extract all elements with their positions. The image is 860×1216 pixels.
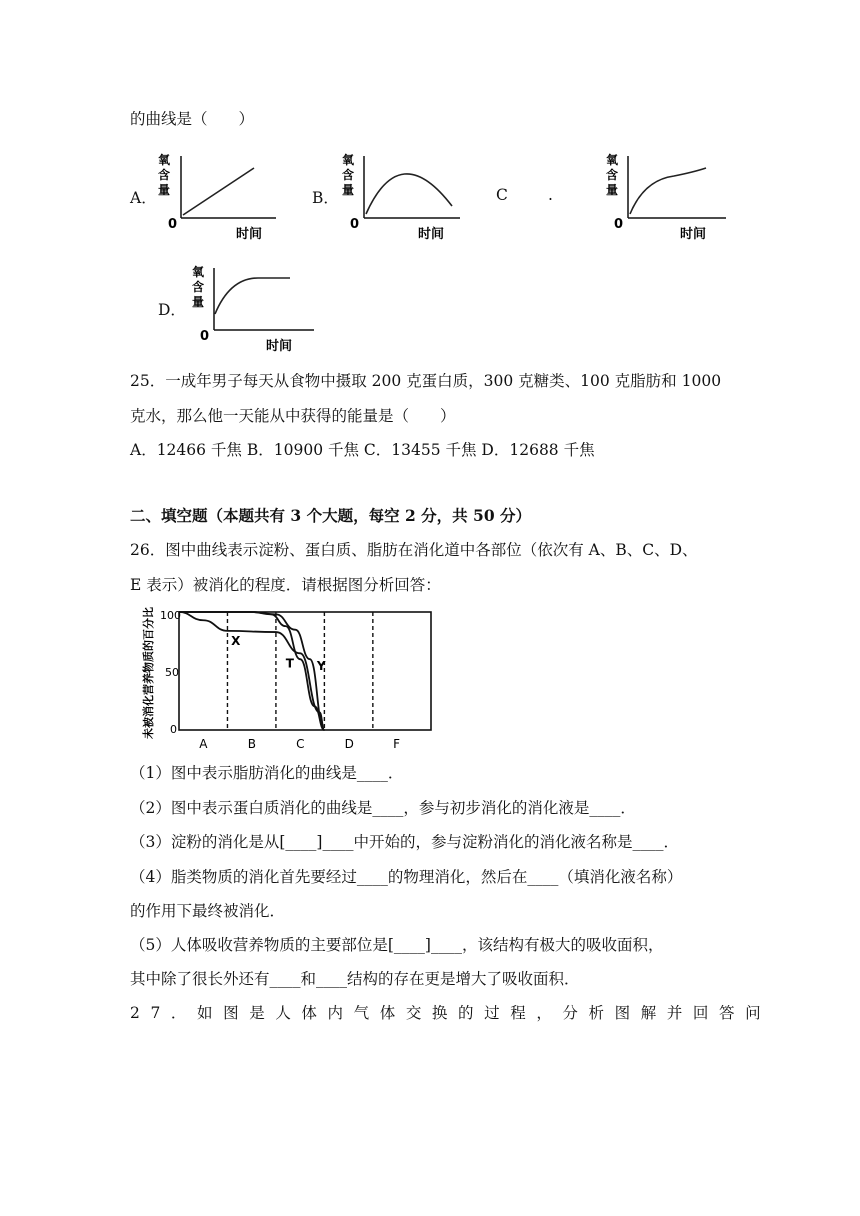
origin-label: 0 xyxy=(350,217,360,232)
q26-sub-2: （2）图中表示蛋白质消化的曲线是____，参与初步消化的消化液是____． xyxy=(130,799,636,817)
q25-options: A．12466 千焦 B．10900 千焦 C．13455 千焦 D．12688 千焦 xyxy=(130,441,595,459)
curve-a xyxy=(183,168,254,215)
y-tick-50: 50 xyxy=(165,666,179,679)
axis-y-char-3: 量 xyxy=(192,295,205,309)
option-a-label: A． xyxy=(130,189,157,207)
q25-line-1: 25．一成年男子每天从食物中摄取 200 克蛋白质，300 克糖类、100 克脂肪和 1000 xyxy=(130,372,722,390)
curve-b xyxy=(366,174,452,214)
origin-label: 0 xyxy=(614,217,624,232)
q25-line-2: 克水，那么他一天能从中获得的能量是（ ） xyxy=(130,407,456,425)
origin-label: 0 xyxy=(168,217,178,232)
q26-line-2: E 表示）被消化的程度．请根据图分析回答： xyxy=(130,576,441,594)
option-d-label: D． xyxy=(158,301,186,319)
axis-x-label: 时间 xyxy=(266,339,293,354)
category-label: C xyxy=(296,737,305,751)
series-label-t: T xyxy=(285,656,294,671)
option-d-graph xyxy=(188,262,318,354)
axis-y-char-3: 量 xyxy=(606,183,619,197)
q26-sub-4a: （4）脂类物质的消化首先要经过____的物理消化，然后在____（填消化液名称） xyxy=(130,868,683,886)
y-axis-label: 未被消化营养物质的百分比 xyxy=(142,607,155,739)
category-label: A xyxy=(199,737,208,751)
series-line-t xyxy=(179,612,324,730)
axis-y-char-2: 含 xyxy=(342,168,355,182)
category-label: F xyxy=(393,737,400,751)
option-c-graph xyxy=(604,150,734,242)
q26-sub-3: （3）淀粉的消化是从[____]____中开始的，参与淀粉消化的消化液名称是____． xyxy=(130,833,679,851)
axis-y-char-2: 含 xyxy=(192,280,205,294)
axis-y-char-2: 含 xyxy=(606,168,619,182)
digestion-chart xyxy=(132,604,438,754)
y-tick-100: 100 xyxy=(160,609,181,622)
series-line-x xyxy=(179,612,324,730)
series-label-x: X xyxy=(231,634,241,649)
q26-sub-5a: （5）人体吸收营养物质的主要部位是[____]____，该结构有极大的吸收面积， xyxy=(130,936,664,954)
option-a-graph xyxy=(156,150,286,242)
q26-line-1: 26．图中曲线表示淀粉、蛋白质、脂肪在消化道中各部位（依次有 A、B、C、D、 xyxy=(130,541,698,559)
option-b-graph xyxy=(340,150,470,242)
axis-y-char-1: 氧 xyxy=(606,153,619,167)
category-label: B xyxy=(247,737,256,751)
axis-y-char-1: 氧 xyxy=(342,153,355,167)
axis-y-char-1: 氧 xyxy=(192,265,205,279)
series-line-y xyxy=(179,612,324,730)
axis-x-label: 时间 xyxy=(680,227,707,242)
series-label-y: Y xyxy=(316,658,326,673)
option-c-label: C xyxy=(496,186,508,204)
axis-y-char-2: 含 xyxy=(158,168,171,182)
axis-y-char-3: 量 xyxy=(158,183,171,197)
q26-sub-4b: 的作用下最终被消化． xyxy=(130,902,286,920)
category-label: D xyxy=(344,737,354,751)
q26-sub-1: （1）图中表示脂肪消化的曲线是____． xyxy=(130,764,404,782)
axis-y-char-3: 量 xyxy=(342,183,355,197)
q26-sub-5b: 其中除了很长外还有____和____结构的存在更是增大了吸收面积． xyxy=(130,970,580,988)
q24-stem-tail: 的曲线是（ ） xyxy=(130,110,255,128)
y-tick-0: 0 xyxy=(170,723,177,736)
q27-line-1: 27．如图是人体内气体交换的过程，分析图解并回答问 xyxy=(130,1004,772,1022)
axis-x-label: 时间 xyxy=(236,227,263,242)
option-b-label: B． xyxy=(312,189,339,207)
curve-c xyxy=(630,168,706,214)
option-c-dot: . xyxy=(548,186,553,204)
axis-x-label: 时间 xyxy=(418,227,445,242)
section-heading: 二、填空题（本题共有 3 个大题，每空 2 分，共 50 分） xyxy=(130,506,532,525)
curve-d xyxy=(215,278,290,314)
origin-label: 0 xyxy=(200,329,210,344)
axis-y-char-1: 氧 xyxy=(158,153,171,167)
